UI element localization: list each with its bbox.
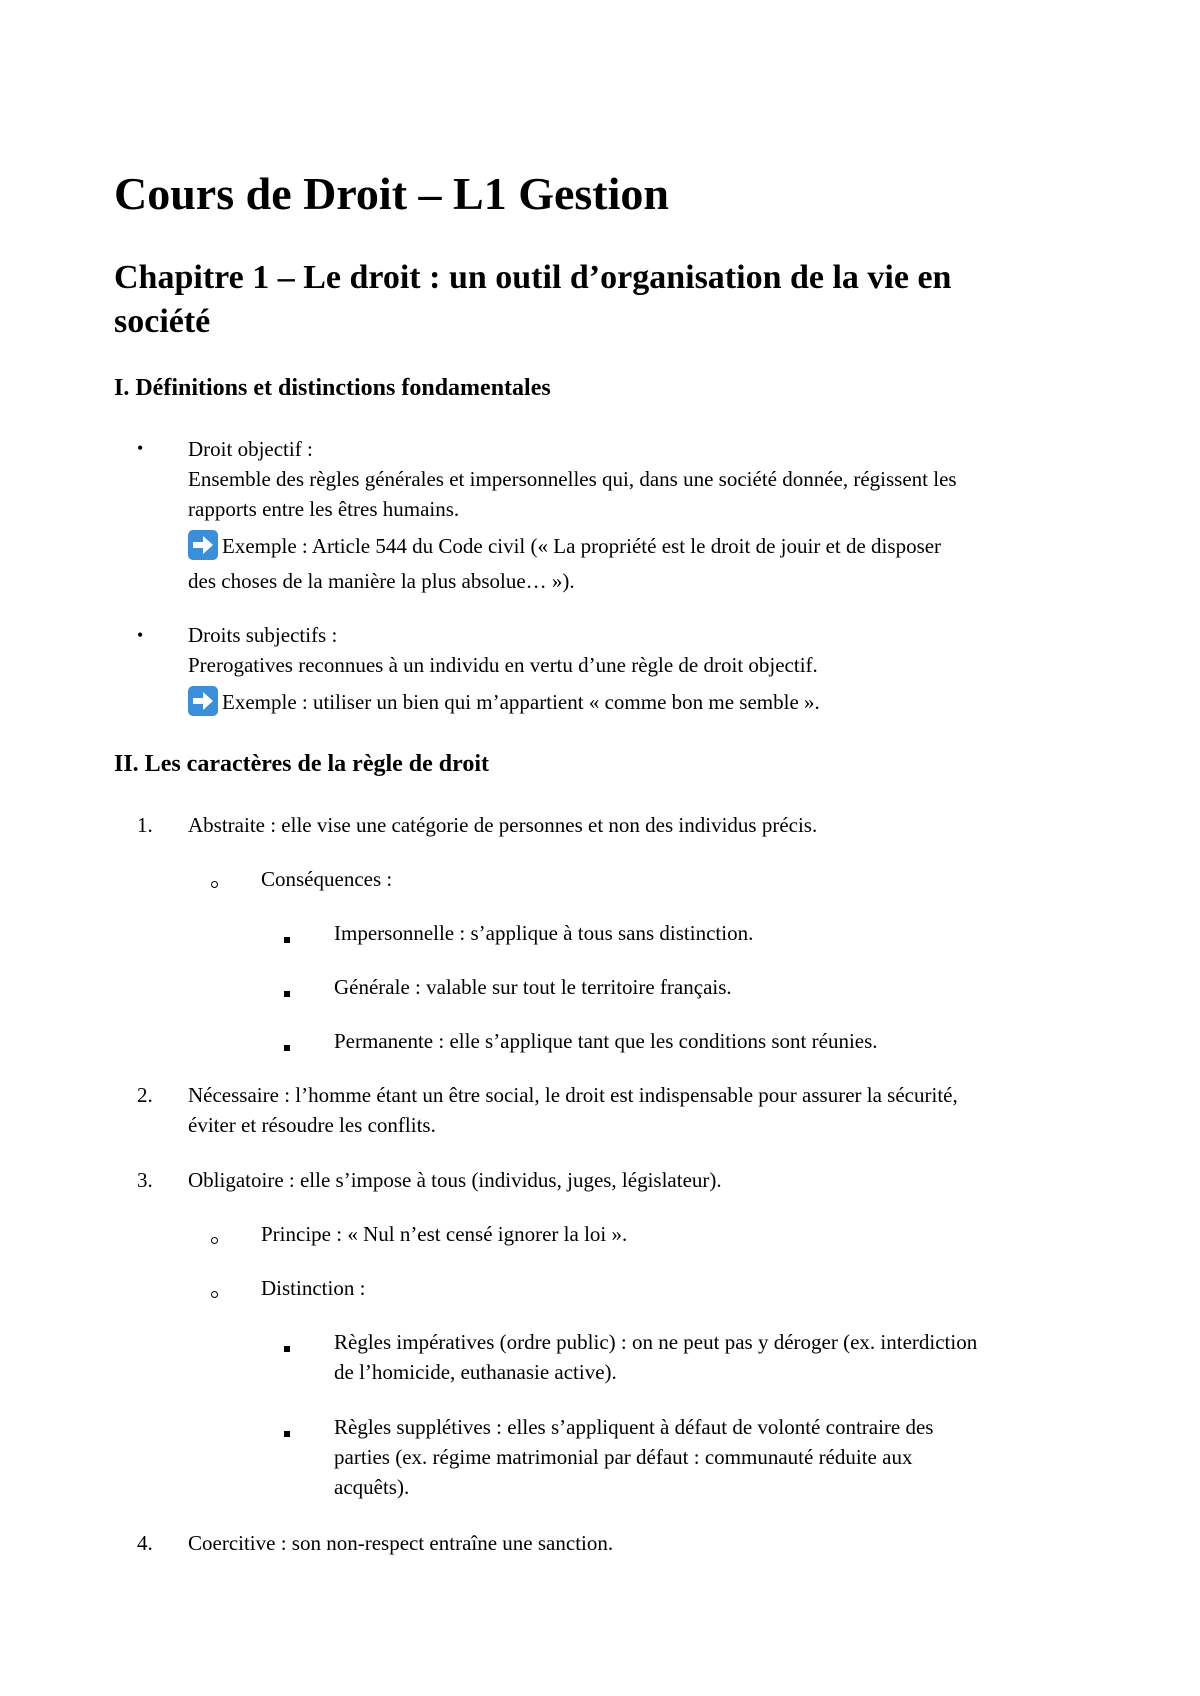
right-arrow-icon	[188, 530, 218, 560]
example-text: Exemple : utiliser un bien qui m’appartient « comme bon me semble ».	[222, 690, 820, 714]
caractere-necessaire-line1: Nécessaire : l’homme étant un être social, le droit est indispensable pour assurer la sécurité,	[188, 1083, 958, 1107]
caractere-abstraite: Abstraite : elle vise une catégorie de personnes et non des individus précis.	[188, 813, 818, 837]
regles-imperatives-line2: de l’homicide, euthanasie active).	[334, 1360, 617, 1384]
circle-marker	[211, 1231, 218, 1249]
bullet-marker: •	[137, 438, 144, 458]
regles-suppletives-line2: parties (ex. régime matrimonial par défaut : communauté réduite aux	[334, 1445, 913, 1469]
chapter-heading-line2: société	[114, 303, 211, 340]
square-marker	[284, 1339, 290, 1357]
list-number: 2.	[137, 1083, 153, 1107]
document-title: Cours de Droit – L1 Gestion	[114, 168, 669, 219]
square-marker	[284, 1038, 290, 1056]
consequence-impersonnelle: Impersonnelle : s’applique à tous sans distinction.	[334, 921, 754, 945]
droits-subjectifs-example	[188, 686, 820, 717]
droits-subjectifs-definition: Prerogatives reconnues à un individu en vertu d’une règle de droit objectif.	[188, 653, 818, 677]
caractere-necessaire-line2: éviter et résoudre les conflits.	[188, 1113, 436, 1137]
list-number: 1.	[137, 813, 153, 837]
bullet-marker: •	[137, 625, 144, 645]
list-number: 3.	[137, 1168, 153, 1192]
regles-imperatives-line1: Règles impératives (ordre public) : on ne peut pas y déroger (ex. interdiction	[334, 1330, 978, 1354]
droit-objectif-definition-line1: Ensemble des règles générales et impersonnelles qui, dans une société donnée, régissent les	[188, 467, 957, 491]
square-marker	[284, 984, 290, 1002]
droit-objectif-label: Droit objectif :	[188, 437, 313, 461]
circle-marker	[211, 1285, 218, 1303]
square-marker	[284, 930, 290, 948]
section1-heading: I. Définitions et distinctions fondamentales	[114, 375, 551, 401]
square-marker	[284, 1424, 290, 1442]
right-arrow-icon	[188, 686, 218, 716]
chapter-heading-line1: Chapitre 1 – Le droit : un outil d’organisation de la vie en	[114, 259, 952, 296]
droits-subjectifs-label: Droits subjectifs :	[188, 623, 338, 647]
droit-objectif-example-line2: des choses de la manière la plus absolue… »).	[188, 569, 575, 593]
caractere-obligatoire: Obligatoire : elle s’impose à tous (individus, juges, législateur).	[188, 1168, 722, 1192]
list-number: 4.	[137, 1531, 153, 1555]
regles-suppletives-line1: Règles supplétives : elles s’appliquent à défaut de volonté contraire des	[334, 1415, 934, 1439]
example-text: Exemple : Article 544 du Code civil (« La propriété est le droit de jouir et de disposer	[222, 534, 942, 558]
consequences-label: Conséquences :	[261, 867, 393, 891]
caractere-coercitive: Coercitive : son non-respect entraîne une sanction.	[188, 1531, 614, 1555]
droit-objectif-example-line1	[188, 530, 941, 561]
section2-heading: II. Les caractères de la règle de droit	[114, 751, 490, 777]
regles-suppletives-line3: acquêts).	[334, 1475, 410, 1499]
distinction-label: Distinction :	[261, 1276, 366, 1300]
droit-objectif-definition-line2: rapports entre les êtres humains.	[188, 497, 460, 521]
principe-text: Principe : « Nul n’est censé ignorer la loi ».	[261, 1222, 628, 1246]
consequence-permanente: Permanente : elle s’applique tant que les conditions sont réunies.	[334, 1029, 878, 1053]
circle-marker	[211, 875, 218, 893]
consequence-generale: Générale : valable sur tout le territoire français.	[334, 975, 732, 999]
